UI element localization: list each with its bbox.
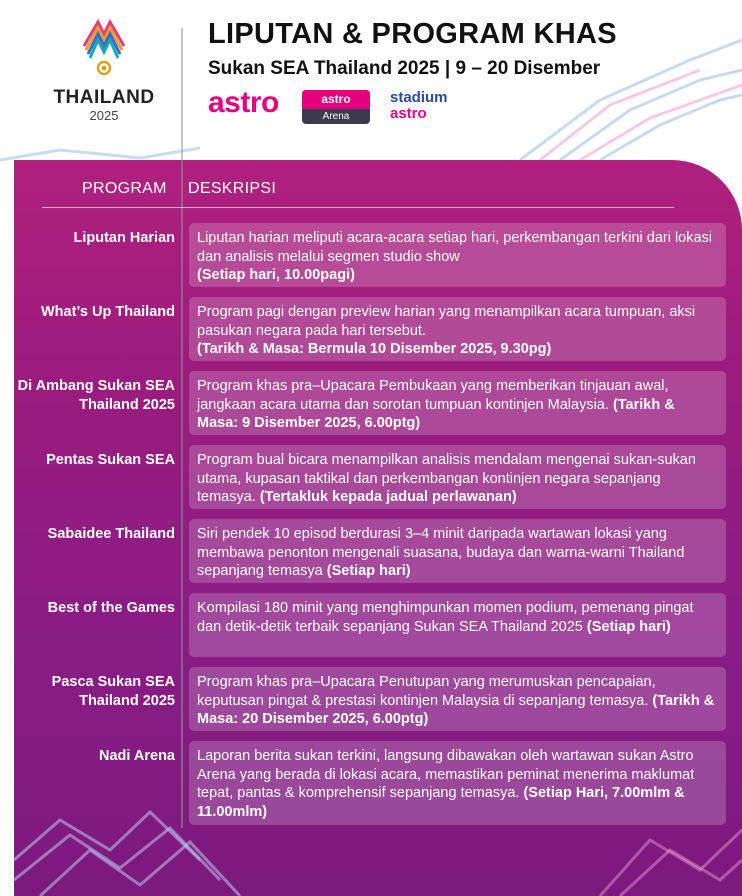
program-name: Nadi Arena	[98, 748, 175, 764]
schedule-text: (Tarikh & Masa: 9 Disember 2025, 6.00ptg)	[197, 396, 675, 431]
program-name: Liputan Harian	[73, 230, 175, 246]
description-text: Siri pendek 10 episod berdurasi 3–4 minit daripada wartawan lokasi yang membawa penonton mengenali suasana, budaya dan warna-warni Thailand sepanjang temasya	[197, 526, 685, 579]
schedule-text: (Setiap hari)	[586, 618, 671, 635]
page-title: LIPUTAN & PROGRAM KHAS	[208, 18, 617, 50]
astro-arena-logo	[302, 90, 370, 124]
sea-games-emblem-icon	[78, 16, 130, 76]
program-name: Pentas Sukan SEA	[46, 452, 175, 468]
logo-wordmark: THAILAND	[53, 87, 155, 108]
column-header-program: PROGRAM	[82, 180, 167, 197]
column-divider	[181, 28, 183, 828]
astro-arena-logo-top: astro	[302, 90, 370, 109]
astro-arena-logo-bottom: Arena	[322, 111, 350, 122]
description-text: Program khas pra–Upacara Pembukaan yang memberikan tinjauan awal, jangkaan acara utama dan sorotan tumpuan kontinjen Malaysia.	[197, 378, 669, 413]
program-description	[189, 371, 726, 435]
schedule-text: (Tarikh & Masa: 20 Disember 2025, 6.00ptg)	[197, 692, 715, 727]
astro-logo: astro	[208, 86, 279, 119]
description-text: Laporan berita sukan terkini, langsung dibawakan oleh wartawan sukan Astro Arena yang berada di lokasi acara, memastikan peminat menerima maklumat tepat, pantas & komprehensif sepanjang temasya.	[197, 748, 695, 801]
thailand-2025-logo	[40, 14, 168, 126]
stadium-astro-logo: stadium	[390, 89, 448, 106]
description-text: Program khas pra–Upacara Penutupan yang merumuskan pencapaian, keputusan pingat & prestasi kontinjen Malaysia di sepanjang temasya.	[197, 674, 656, 709]
program-description	[189, 519, 726, 583]
description-text: Program bual bicara menampilkan analisis mendalam mengenai sukan-sukan utama, kupasan taktikal dan perkembangan kontinjen negara sepanjang temasya.	[197, 452, 696, 505]
schedule-text: (Tarikh & Masa: Bermula 10 Disember 2025, 9.30pg)	[197, 341, 552, 357]
program-name: What’s Up Thailand	[41, 304, 175, 320]
program-description	[189, 445, 726, 509]
schedule-text: (Setiap hari, 10.00pagi)	[197, 267, 355, 283]
program-description	[189, 593, 726, 657]
schedule-text: (Setiap hari)	[326, 563, 411, 579]
program-description	[189, 297, 726, 361]
program-name: Di Ambang Sukan SEA Thailand 2025	[17, 378, 175, 413]
description-text: Program pagi dengan preview harian yang menampilkan acara tumpuan, aksi pasukan negara pada hari tersebut.	[197, 304, 696, 339]
program-name: Sabaidee Thailand	[47, 526, 175, 542]
description-text: Kompilasi 180 minit yang menghimpunkan momen podium, pemenang pingat dan detik-detik terbaik sepanjang Sukan SEA Thailand 2025	[197, 600, 694, 635]
schedule-text: (Tertakluk kepada jadual perlawanan)	[259, 489, 517, 505]
program-description	[189, 223, 726, 287]
program-name: Pasca Sukan SEA Thailand 2025	[51, 674, 175, 709]
program-name: Best of the Games	[47, 600, 175, 616]
program-description	[189, 741, 726, 825]
page-subtitle: Sukan SEA Thailand 2025 | 9 – 20 Disember	[208, 58, 601, 79]
logo-year: 2025	[89, 108, 119, 123]
program-description	[189, 667, 726, 731]
description-text: Liputan harian meliputi acara-acara setiap hari, perkembangan terkini dari lokasi dan analisis melalui segmen studio show	[197, 230, 713, 265]
header-rule	[42, 207, 674, 208]
stadium-astro-logo-sub: astro	[390, 105, 427, 122]
column-header-description: DESKRIPSI	[188, 180, 277, 197]
schedule-text: (Setiap Hari, 7.00mlm & 11.00mlm)	[197, 785, 685, 820]
